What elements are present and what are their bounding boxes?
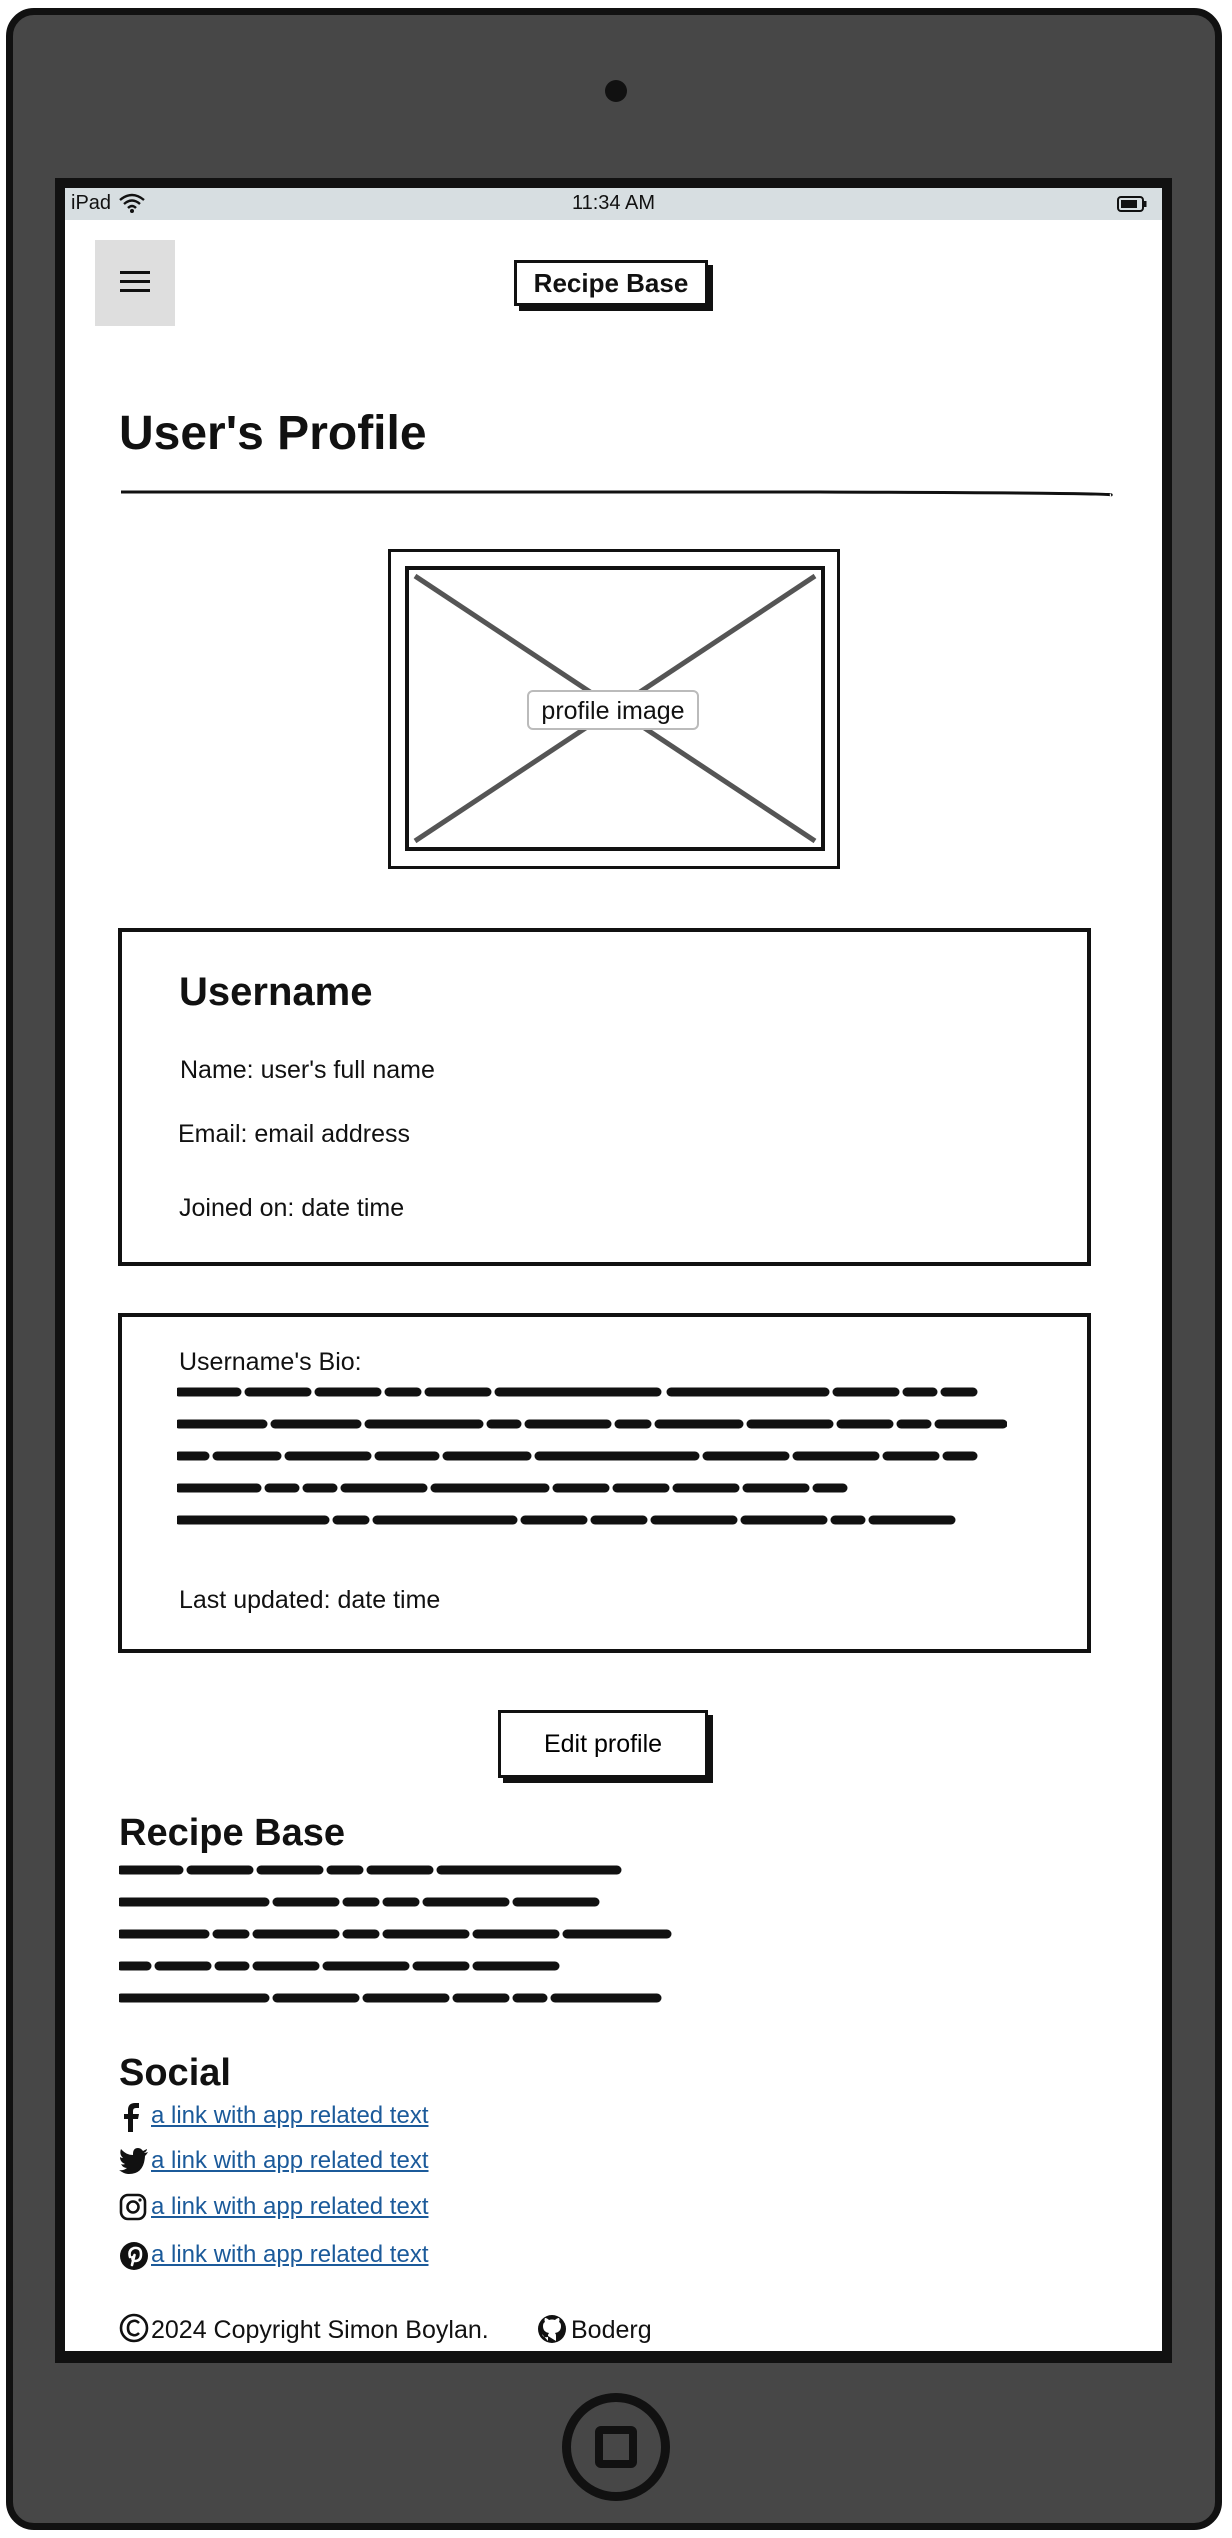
github-link[interactable]: Boderg <box>571 2316 652 2344</box>
username-heading: Username <box>179 970 373 1014</box>
bio-text-placeholder <box>177 1382 1007 1542</box>
instagram-link[interactable]: a link with app related text <box>151 2193 429 2220</box>
github-icon <box>537 2314 567 2344</box>
page-title: User's Profile <box>119 407 427 460</box>
battery-icon <box>1117 196 1147 212</box>
pinterest-icon <box>119 2241 149 2271</box>
twitter-icon <box>119 2147 149 2175</box>
home-button[interactable] <box>562 2393 670 2501</box>
brand-logo-button[interactable]: Recipe Base <box>514 260 708 306</box>
bio-heading: Username's Bio: <box>179 1348 362 1376</box>
status-device-label: iPad <box>71 192 112 214</box>
joined-date-text: Joined on: date time <box>179 1194 405 1222</box>
facebook-link[interactable]: a link with app related text <box>151 2102 429 2129</box>
bio-last-updated: Last updated: date time <box>179 1586 441 1614</box>
social-heading: Social <box>119 2052 231 2094</box>
edit-profile-button[interactable]: Edit profile <box>498 1710 708 1778</box>
full-name-text: Name: user's full name <box>180 1056 435 1084</box>
home-square-icon <box>595 2426 637 2468</box>
status-time: 11:34 AM <box>571 192 656 214</box>
twitter-link[interactable]: a link with app related text <box>151 2147 429 2174</box>
camera-dot <box>605 80 627 102</box>
title-divider <box>119 488 1113 498</box>
facebook-icon <box>119 2102 143 2132</box>
screen <box>65 188 1162 2351</box>
hamburger-icon <box>120 270 150 294</box>
pinterest-link[interactable]: a link with app related text <box>151 2241 429 2268</box>
copyright-icon <box>119 2312 149 2344</box>
email-text: Email: email address <box>178 1120 411 1148</box>
profile-image-label: profile image <box>527 690 699 730</box>
footer-text-placeholder <box>119 1862 679 2012</box>
menu-button[interactable] <box>95 240 175 326</box>
copyright-text: 2024 Copyright Simon Boylan. <box>151 2316 489 2344</box>
status-bar <box>65 188 1162 220</box>
footer-brand-title: Recipe Base <box>119 1812 346 1854</box>
instagram-icon <box>119 2193 147 2221</box>
